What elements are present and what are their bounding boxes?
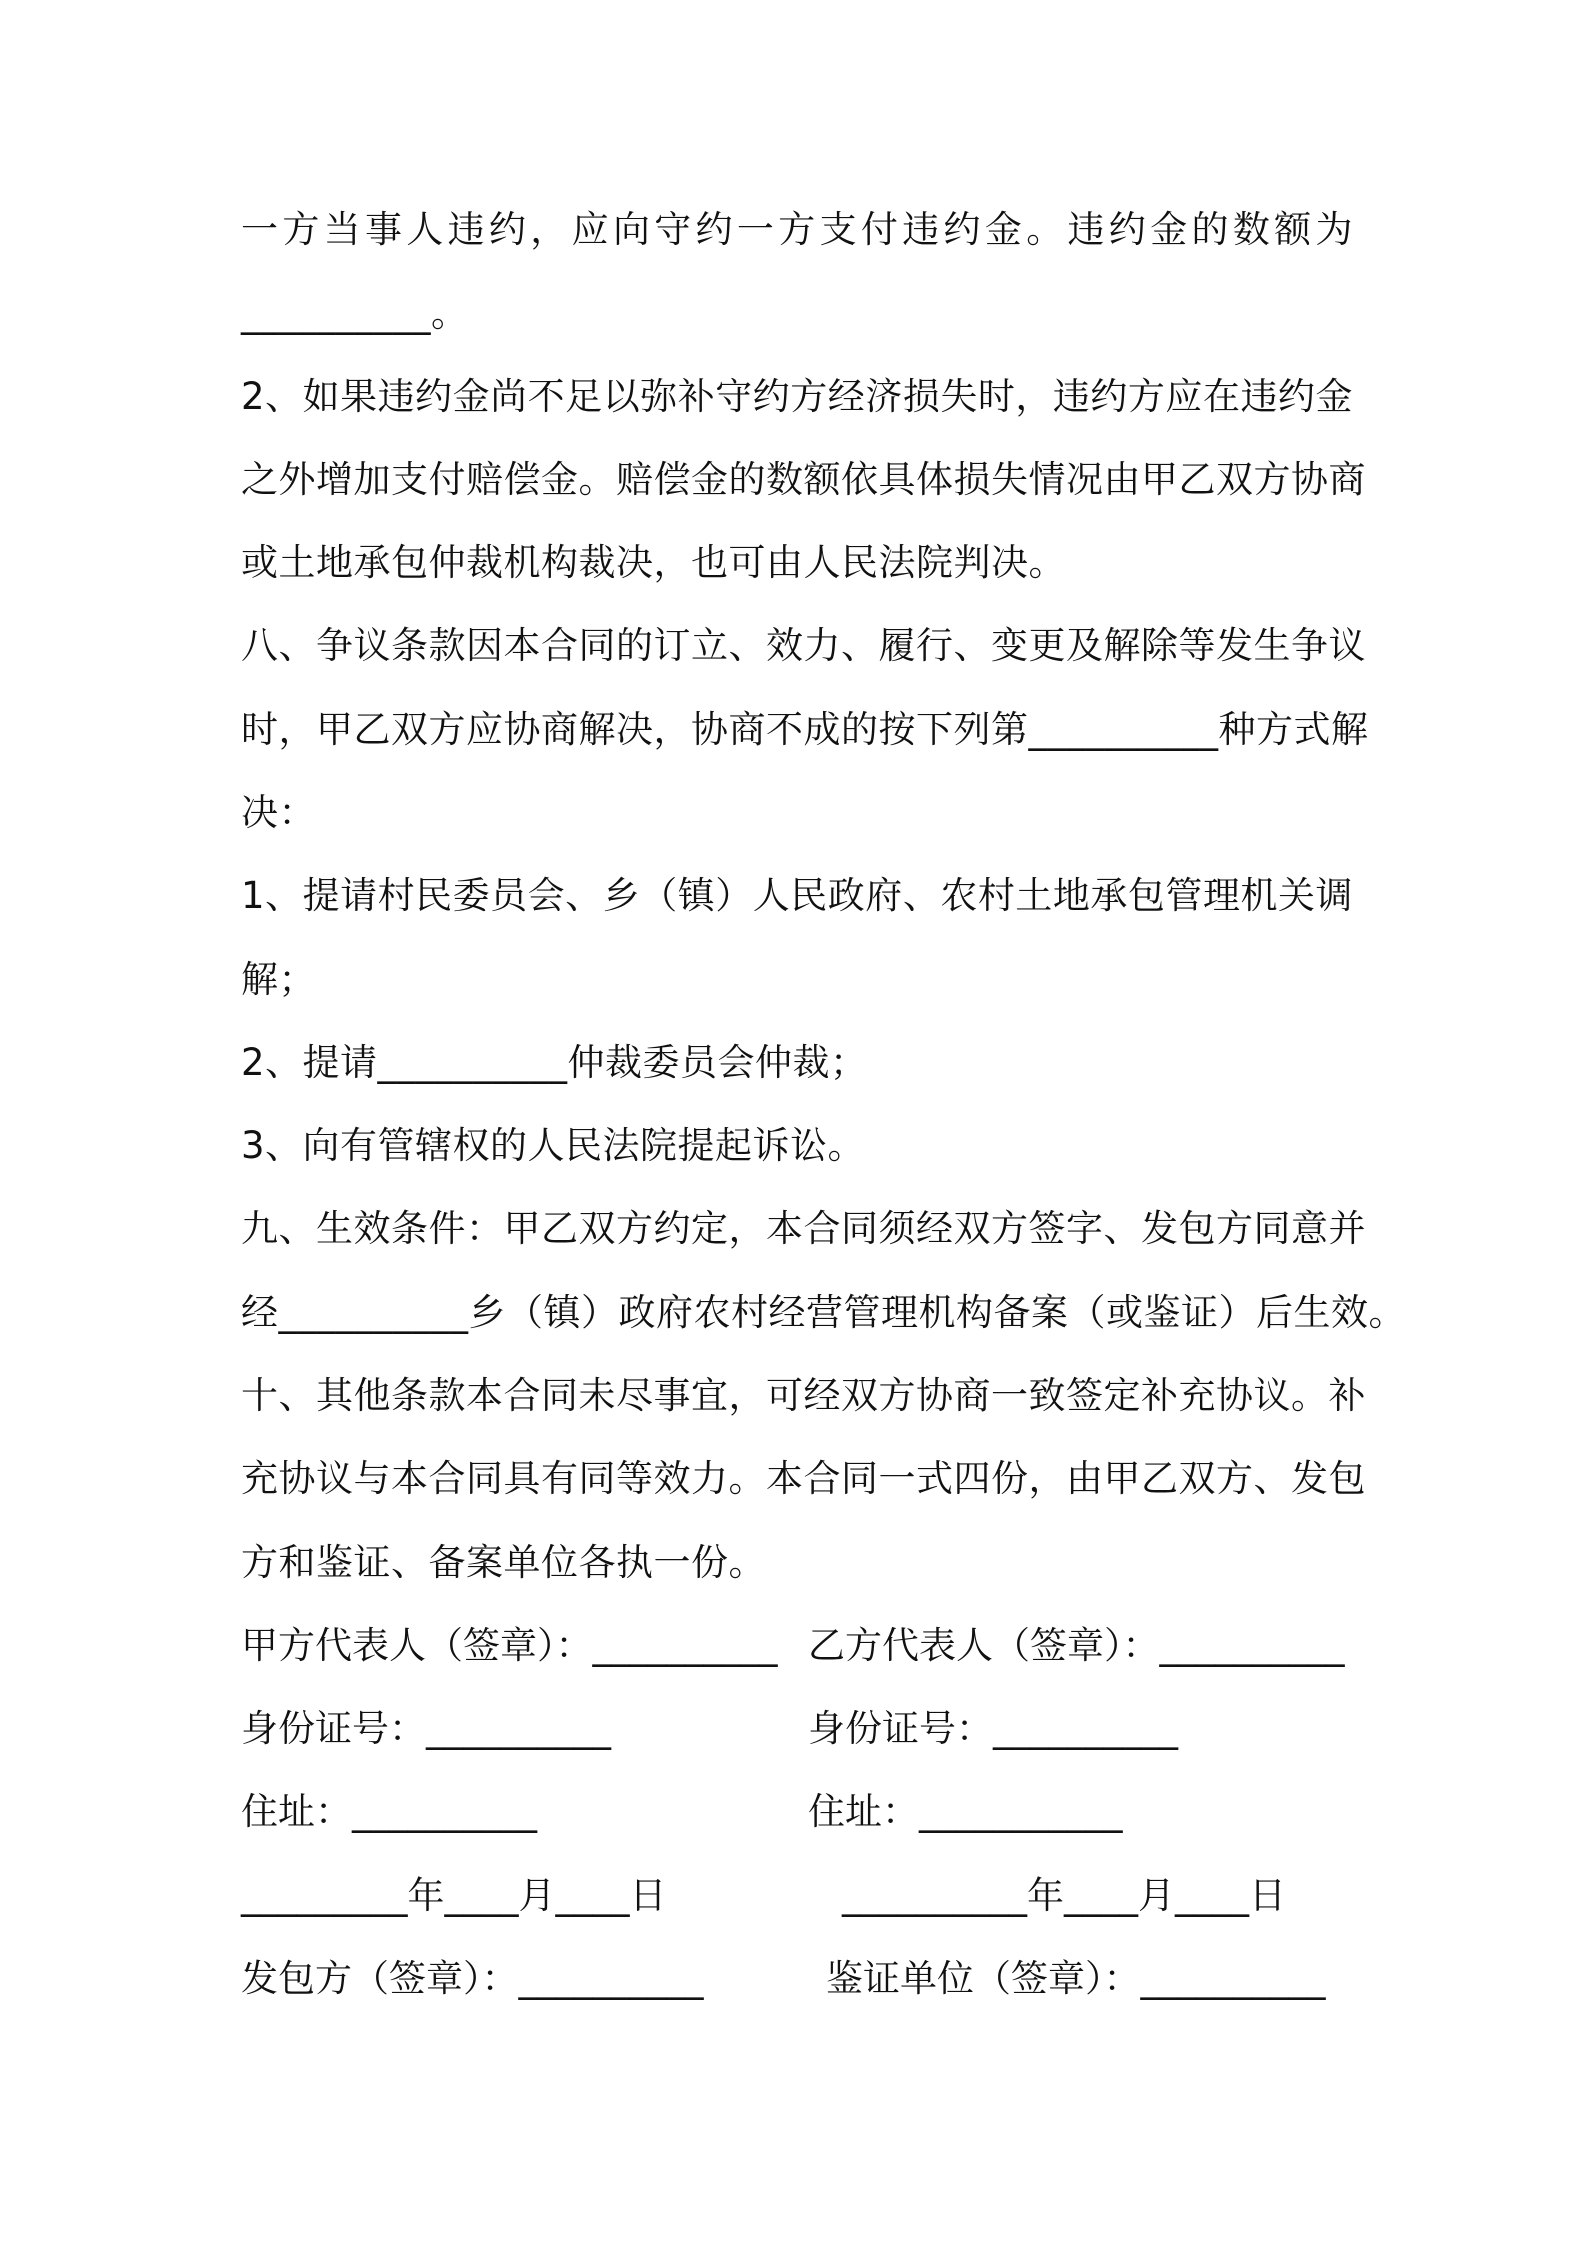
body-line: 充协议与本合同具有同等效力。本合同一式四份，由甲乙双方、发包 bbox=[241, 1457, 1366, 1500]
party-b-representative: 乙方代表人（签章）：__________ bbox=[808, 1624, 1345, 1667]
body-line: __________。 bbox=[241, 292, 469, 335]
body-line: 或土地承包仲裁机构裁决，也可由人民法院判决。 bbox=[241, 541, 1066, 584]
contractor-signature: 发包方（签章）：__________ bbox=[241, 1957, 704, 2000]
body-line: 时，甲乙双方应协商解决，协商不成的按下列第__________种方式解 bbox=[241, 708, 1369, 751]
party-b-date: __________年____月____日 bbox=[842, 1874, 1286, 1917]
body-line: 十、其他条款本合同未尽事宜，可经双方协商一致签定补充协议。补 bbox=[241, 1374, 1366, 1417]
party-a-representative: 甲方代表人（签章）：__________ bbox=[241, 1624, 778, 1667]
body-line: 1、提请村民委员会、乡（镇）人民政府、农村土地承包管理机关调 bbox=[241, 874, 1353, 917]
party-b-id-number: 身份证号：__________ bbox=[808, 1707, 1178, 1750]
body-line: 2、提请__________仲裁委员会仲裁； bbox=[241, 1041, 868, 1084]
body-line: 2、如果违约金尚不足以弥补守约方经济损失时，违约方应在违约金 bbox=[241, 375, 1353, 418]
body-line: 九、生效条件：甲乙双方约定，本合同须经双方签字、发包方同意并 bbox=[241, 1207, 1366, 1250]
body-line: 之外增加支付赔偿金。赔偿金的数额依具体损失情况由甲乙双方协商 bbox=[241, 458, 1366, 501]
party-a-date: _________年____月____日 bbox=[241, 1874, 667, 1917]
body-line: 八、争议条款因本合同的订立、效力、履行、变更及解除等发生争议 bbox=[241, 624, 1366, 667]
party-a-id-number: 身份证号：__________ bbox=[241, 1707, 611, 1750]
body-line: 一方当事人违约，应向守约一方支付违约金。违约金的数额为 bbox=[241, 208, 1353, 251]
party-a-address: 住址：__________ bbox=[241, 1790, 537, 1833]
body-line: 解； bbox=[241, 958, 316, 1001]
body-line: 方和鉴证、备案单位各执一份。 bbox=[241, 1541, 766, 1584]
body-line: 经__________乡（镇）政府农村经营管理机构备案（或鉴证）后生效。 bbox=[241, 1291, 1406, 1334]
body-line: 决： bbox=[241, 791, 316, 834]
body-line: 3、向有管辖权的人民法院提起诉讼。 bbox=[241, 1124, 866, 1167]
certifier-signature: 鉴证单位（签章）：__________ bbox=[826, 1957, 1326, 2000]
party-b-address: 住址：___________ bbox=[808, 1790, 1123, 1833]
